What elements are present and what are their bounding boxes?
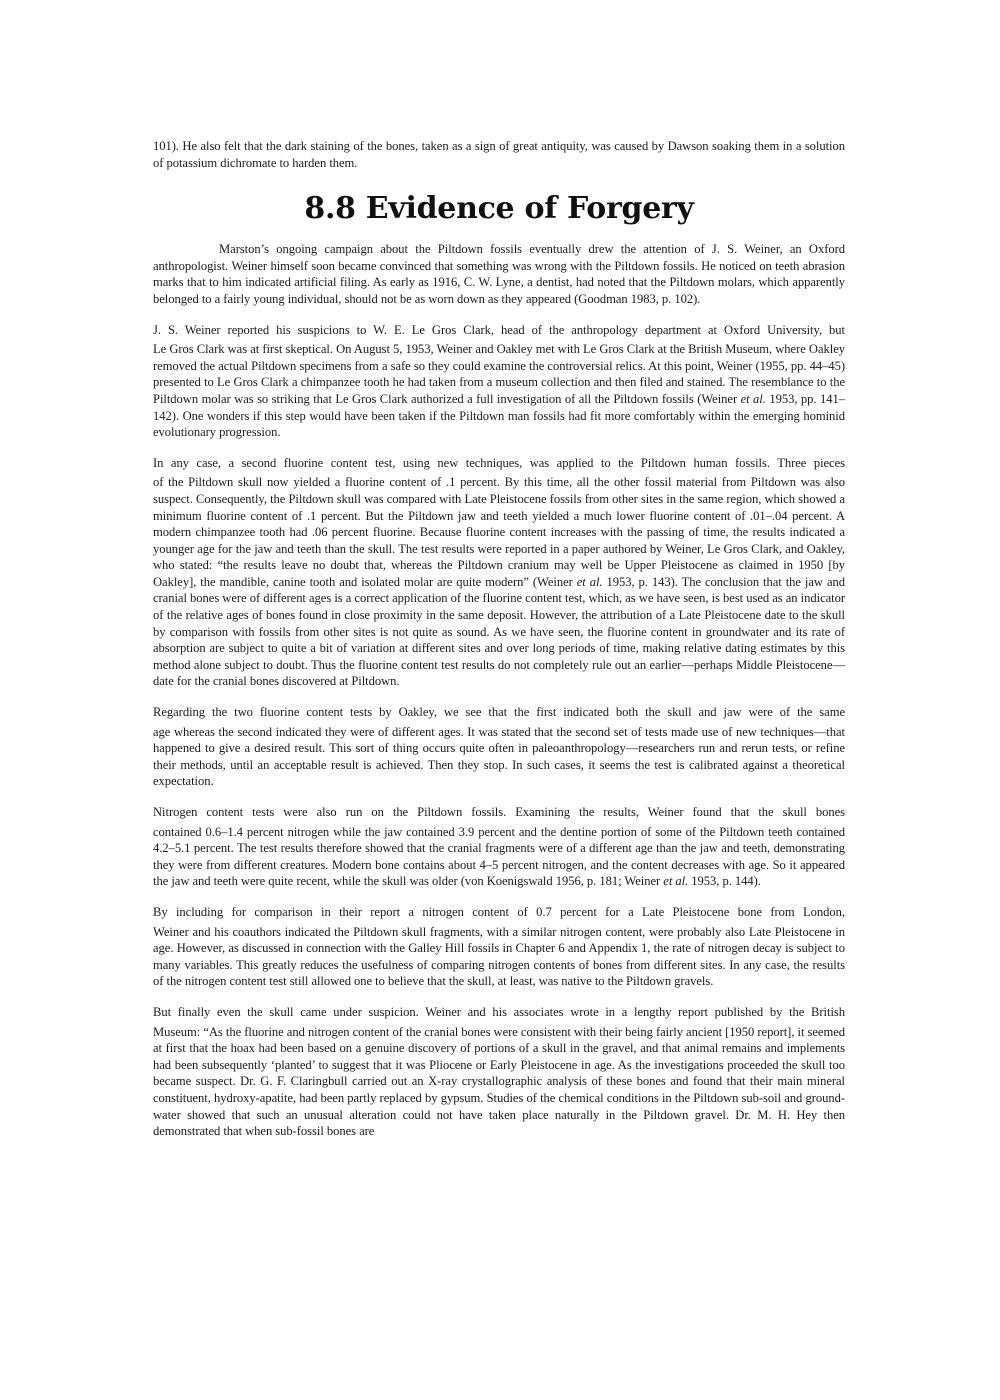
paragraph-text: Museum: “As the fluorine and nitrogen content of the cranial bones were consistent with their being fairly ancient [1950 report], it seemed at first that the hoax had been based on a genuine discovery of portions of a skull in the gravel, and that animal remains and implements had been subsequently ‘planted’ to suggest that it was Pliocene or Early Pleistocene in age. As the investigations proceeded the skull too became suspect. Dr. G. F. Claringbull carried out an X-ray crystallographic analysis of these bones and found that their main mineral constituent, hydroxy-apatite, had been partly replaced by gypsum. Studies of the chemical conditions in the Piltdown sub-soil and ground-water showed that such an unusual alteration could not have taken place naturally in the Piltdown gravel. Dr. M. H. Hey then demonstrated that when sub-fossil bones are: [153, 1024, 845, 1139]
paragraph-first-line: Regarding the two fluorine content tests by Oakley, we see that the first indicated both the skull and jaw were of the same: [153, 705, 845, 720]
intro-paragraph: 101). He also felt that the dark staining of the bones, taken as a sign of great antiquity, was caused by Dawson soaking them in a solution of potassium dichromate to harden them.: [153, 139, 845, 170]
paragraph-marston: Marston’s ongoing campaign about the Piltdown fossils eventually drew the attention of J. S. Weiner, an Oxford anthropologist. Weiner himself soon became convinced that something was wrong with the Piltdown fossils. He noticed on teeth abrasion marks that to him indicated artificial filing. As early as 1916, C. W. Lyne, a dentist, had noted that the Piltdown molars, which apparently belonged to a fairly young individual, should not be as worn down as they appeared (Goodman 1983, p. 102).: [153, 242, 845, 306]
paragraph-text: contained 0.6–1.4 percent nitrogen while the jaw contained 3.9 percent and the dentine portion of some of the Piltdown teeth contained 4.2–5.1 percent. The test results therefore showed that the cranial fragments were of a different age than the jaw and teeth, demonstrating they were from different creatures. Modern bone contains about 4–5 percent nitrogen, and the content decreases with age. So it appeared the jaw and teeth were quite recent, while the skull was older (von Koenigswald 1956, p. 181; Weiner: [153, 824, 845, 889]
paragraph-text: 1953, pp. 141–142). One wonders if this step would have been taken if the Piltdown man fossils had fit more comfortably within the emerging hominid evolutionary progression.: [153, 391, 845, 440]
paragraph-text: 1953, p. 144).: [691, 874, 761, 889]
paragraph-first-line: Nitrogen content tests were also run on the Piltdown fossils. Examining the results, Weiner found that the skull bones: [153, 805, 845, 819]
paragraph-text: of the Piltdown skull now yielded a fluorine content of .1 percent. By this time, all the other fossil material from Piltdown was also suspect. Consequently, the Piltdown skull was compared with Late Pleistocene fossils from other sites in the same region, which showed a minimum fluorine content of .1 percent. But the Piltdown jaw and teeth yielded a much lower fluorine content of .01–.04 percent. A modern chimpanzee tooth had .06 percent fluorine. Because fluorine content increases with the passing of time, the results indicated a younger age for the jaw and teeth than the skull. The test results were reported in a paper authored by Weiner, Le Gros Clark, and Oakley, who stated: “the results leave no doubt that, whereas the Piltdown cranium may well be Upper Pleistocene as claimed in 1950 [by Oakley], the mandible, canine tooth and isolated molar are quite modern” (Weiner: [153, 475, 845, 589]
paragraph-fluorine-test: [153, 455, 845, 690]
paragraph-text: 1953, p. 143). The conclusion that the jaw and cranial bones were of different ages is a correct application of the fluorine content test, which, as we have seen, is best used as an indicator of the relative ages of bones found in close proximity in the same deposit. However, the attribution of a Late Pleistocene date to the skull by comparison with fossils from other sites is not quite as sound. As we have seen, the fluorine content in groundwater and its rate of absorption are subject to quite a bit of variation at different sites and over long periods of time, making relative dating estimates by this method alone subject to doubt. Thus the fluorine content test results do not completely rule out an earlier—perhaps Middle Pleistocene— date for the cranial bones discovered at Piltdown.: [153, 574, 845, 689]
paragraph-nitrogen-tests: [153, 804, 845, 890]
paragraph-skull-suspicion: [153, 1004, 845, 1140]
paragraph-first-line: In any case, a second fluorine content test, using new techniques, was applied to the Piltdown human fossils. Three pieces: [153, 455, 845, 470]
paragraph-text: Le Gros Clark was at first skeptical. On August 5, 1953, Weiner and Oakley met with Le Gros Clark at the British Museum, where Oakley removed the actual Piltdown specimens from a safe so they could examine the controversial relics. At this point, Weiner (1955, pp. 44–45) presented to Le Gros Clark a chimpanzee tooth he had taken from a museum collection and then filed and stained. The resemblance to the Piltdown molar was so striking that Le Gros Clark authorized a full investigation of all the Piltdown fossils (Weiner: [153, 342, 845, 406]
citation-et-al: et al.: [576, 574, 603, 589]
paragraph-text: Weiner and his coauthors indicated the Piltdown skull fragments, with a similar nitrogen content, were probably also Late Pleistocene in age. However, as discussed in connection with the Galley Hill fossils in Chapter 6 and Appendix 1, the rate of nitrogen decay is subject to many variables. This greatly reduces the usefulness of comparing nitrogen contents of bones from different sites. In any case, the results of the nitrogen content test still allowed one to believe that the skull, at least, was native to the Piltdown gravels.: [153, 924, 845, 989]
section-heading: 8.8 Evidence of Forgery: [304, 191, 694, 227]
paragraph-nitrogen-comparison: [153, 904, 845, 990]
paragraph-first-line: But finally even the skull came under suspicion. Weiner and his associates wrote in a lengthy report published by the British: [153, 1004, 845, 1019]
citation-et-al: et al.: [663, 874, 689, 889]
citation-et-al: et al.: [740, 391, 766, 406]
paragraph-first-line: J. S. Weiner reported his suspicions to W. E. Le Gros Clark, head of the anthropology department at Oxford University, but: [153, 322, 845, 337]
document-page: [153, 138, 845, 1140]
paragraph-text: age whereas the second indicated they were of different ages. It was stated that the second set of tests made use of new techniques—that happened to give a desired result. This sort of thing occurs quite often in paleoanthropology—researchers run and rerun tests, or refine their methods, until an acceptable result is achieved. Then they stop. In such cases, it seems the test is calibrated against a theoretical expectation.: [153, 724, 845, 789]
paragraph-first-line: By including for comparison in their report a nitrogen content of 0.7 percent for a Late Pleistocene bone from London,: [153, 904, 845, 919]
paragraph-weiner-report: [153, 322, 845, 441]
paragraph-two-tests: [153, 704, 845, 790]
